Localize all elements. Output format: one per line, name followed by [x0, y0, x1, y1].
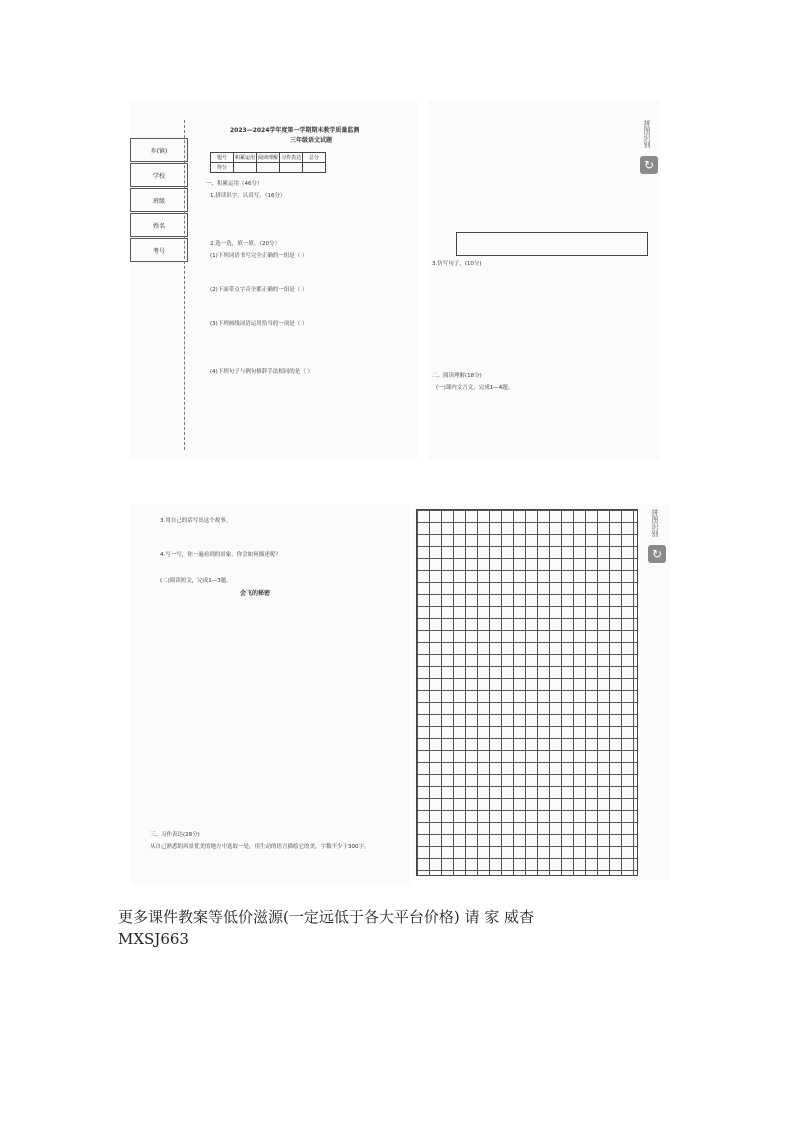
binding-field: 学校	[130, 163, 188, 187]
binding-field: 班级	[130, 188, 188, 212]
score-header: 总分	[303, 153, 326, 163]
binding-strip	[130, 138, 188, 258]
writing-grid-page	[412, 505, 670, 880]
question: (二)阅读短文，完成1—3题。	[160, 578, 232, 584]
score-table	[210, 152, 326, 173]
question: (2)下面带点字音全都正确的一组是（ ）	[210, 287, 308, 293]
binding-field: 考号	[130, 238, 188, 262]
exam-page-1	[130, 100, 418, 460]
question: (3)下列画线词语运用恰当的一项是（ ）	[210, 321, 308, 327]
question: 1.拼读识字，认真写。（16分）	[210, 193, 286, 199]
score-row-label: 得分	[211, 163, 234, 173]
exam-subtitle: 三年级语文试题	[290, 137, 333, 144]
binding-field: 乡(镇)	[130, 138, 188, 162]
question: 4.写一写，你一遍看到的景象，你会如何描述呢？	[160, 552, 281, 558]
score-header: 阅读理解	[257, 153, 280, 163]
exam-page-2	[428, 100, 660, 460]
exam-title: 2023—2024学年度第一学期期末教学质量监测	[230, 127, 360, 134]
question: 2.选一选，填一填。（20分）	[210, 241, 280, 247]
exam-page-3	[130, 505, 410, 885]
footer-line1: 更多课件教案等低价滋源(一定远低于各大平台价格) 请 家 威杳	[118, 908, 535, 926]
refresh-icon[interactable]: ↻	[648, 545, 666, 563]
stamp-label: 拼图识别	[643, 120, 651, 148]
question: 3.用自己的话写出这个故事。	[160, 518, 232, 524]
score-header: 习作表达	[280, 153, 303, 163]
question: (1)下列词语书写完全正确的一组是（ ）	[210, 253, 308, 259]
question: (4)下列句子与例句修辞手法相同的是（ ）	[210, 369, 314, 375]
answer-box	[456, 232, 648, 256]
footer-note	[118, 906, 534, 950]
question: 3.仿写句子，(10分)	[432, 261, 482, 267]
score-header: 题号	[211, 153, 234, 163]
footer-line2: MXSJ663	[118, 930, 189, 948]
question: (一)课内文言文，完成1—4题。	[436, 385, 514, 391]
score-header: 积累运用	[234, 153, 257, 163]
passage-title: 会飞的秘密	[240, 590, 271, 597]
section-heading: 二、阅读理解(18分)	[432, 373, 482, 379]
writing-prompt: 从自己熟悉的风景优美的地方中选取一处，用生动的语言描绘它的美，字数不少于300字。	[150, 844, 370, 850]
section-heading: 一、积累运用（46分）	[206, 181, 263, 187]
binding-field: 姓名	[130, 213, 188, 237]
refresh-icon[interactable]: ↻	[640, 156, 658, 174]
section-heading: 三、习作表达(28分)	[150, 832, 200, 838]
stamp-label: 拼图识别	[651, 509, 659, 537]
seal-line	[184, 120, 189, 450]
writing-grid	[416, 509, 638, 876]
